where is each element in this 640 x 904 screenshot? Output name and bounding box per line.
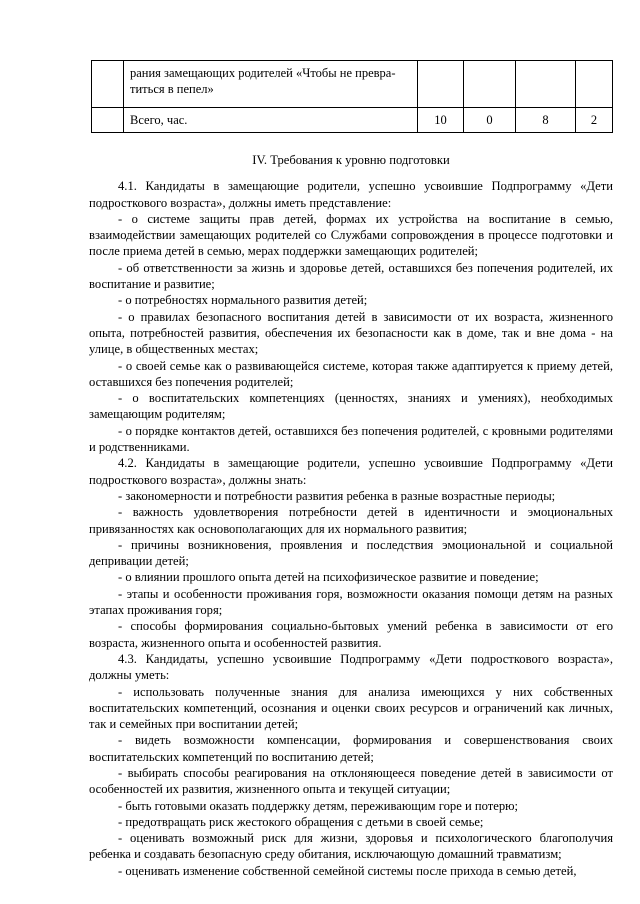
list-item: - выбирать способы реагирования на отклоняющееся поведение детей в зависимости от особенностей их развития, жизненного опыта и текущей ситуации;: [89, 765, 613, 797]
document-body: [89, 152, 613, 879]
table-cell-total-label: Всего, час.: [124, 108, 418, 133]
list-item: - о потребностях нормального развития детей;: [118, 293, 368, 308]
table-row: [92, 61, 613, 108]
table-cell-index: [92, 108, 124, 133]
section-heading: IV. Требования к уровню подготовки: [252, 153, 450, 167]
list-item: - о правилах безопасного воспитания детей в зависимости от их возраста, жизненного опыта, потребностей развития, обеспечения их безопасности как в доме, так и вне дома - на улице, в общественных местах;: [89, 309, 613, 357]
paragraph: 4.1. Кандидаты в замещающие родители, успешно усвоившие Подпрограмму «Дети подросткового возраста», должны иметь представление:: [89, 179, 613, 210]
table-cell-topic: рания замещающих родителей «Чтобы не превра-титься в пепел»: [124, 61, 418, 108]
list-item: - о своей семье как о развивающейся системе, которая также адаптируется к приему детей, оставшихся без попечения родителей;: [89, 358, 613, 389]
table-cell: [576, 61, 613, 108]
list-item: - видеть возможности компенсации, формирования и совершенствования своих воспитательских компетенций по воспитанию детей;: [89, 733, 613, 764]
list-item: - об ответственности за жизнь и здоровье детей, оставшихся без попечения родителей, их воспитание и развитие;: [89, 260, 613, 292]
table-cell-practice-hours: 8: [516, 108, 576, 133]
table-cell-index: [92, 61, 124, 108]
list-item: - быть готовыми оказать поддержку детям, переживающим горе и потерю;: [118, 798, 519, 813]
list-item: - о системе защиты прав детей, формах их устройства на воспитание в семью, взаимодействии замещающих родителей со Службами сопровождения в процессе подготовки и после приема детей в семью, мерах поддержки замещающих родителей;: [89, 211, 613, 259]
table-cell-total-hours: 10: [418, 108, 464, 133]
table-row-total: [92, 108, 613, 133]
paragraph: 4.2. Кандидаты в замещающие родители, успешно усвоившие Подпрограмму «Дети подросткового возраста», должны знать:: [89, 456, 613, 487]
table-cell-other-hours: 2: [576, 108, 613, 133]
list-item: - причины возникновения, проявления и последствия эмоциональной и социальной депривации детей;: [89, 537, 613, 569]
list-item: - предотвращать риск жестокого обращения с детьми в своей семье;: [118, 814, 484, 829]
list-item: - этапы и особенности проживания горя, возможности оказания помощи детям на разных этапах проживания горя;: [89, 586, 613, 618]
list-item: - важность удовлетворения потребности детей в идентичности и эмоциональных привязанностях как основополагающих для их нормального развития;: [89, 505, 613, 536]
paragraph: 4.3. Кандидаты, успешно усвоившие Подпрограмму «Дети подросткового возраста», должны уметь:: [89, 651, 613, 683]
list-item: - о влиянии прошлого опыта детей на психофизическое развитие и поведение;: [118, 570, 539, 585]
list-item: - о воспитательских компетенциях (ценностях, знаниях и умениях), необходимых замещающим родителям;: [89, 391, 613, 422]
hours-table: [91, 60, 613, 133]
list-item: - оценивать изменение собственной семейной системы после прихода в семью детей,: [118, 863, 577, 878]
list-item: - о порядке контактов детей, оставшихся без попечения родителей, с кровными родителями и родственниками.: [89, 423, 613, 455]
list-item: - закономерности и потребности развития ребенка в разные возрастные периоды;: [118, 488, 556, 503]
table-cell: [516, 61, 576, 108]
table-cell-lecture-hours: 0: [464, 108, 516, 133]
list-item: - оценивать возможный риск для жизни, здоровья и психологического благополучия ребенка и создавать безопасную среду обитания, исключающую домашний травматизм;: [89, 831, 613, 862]
list-item: - способы формирования социально-бытовых умений ребенка в зависимости от его возраста, жизненного опыта и особенностей развития.: [89, 619, 613, 650]
table-cell: [418, 61, 464, 108]
list-item: - использовать полученные знания для анализа имеющихся у них собственных воспитательских компетенций, осознания и оценки своих ресурсов и ограничений как личных, так и семейных при воспитании детей;: [89, 684, 613, 732]
table-cell: [464, 61, 516, 108]
